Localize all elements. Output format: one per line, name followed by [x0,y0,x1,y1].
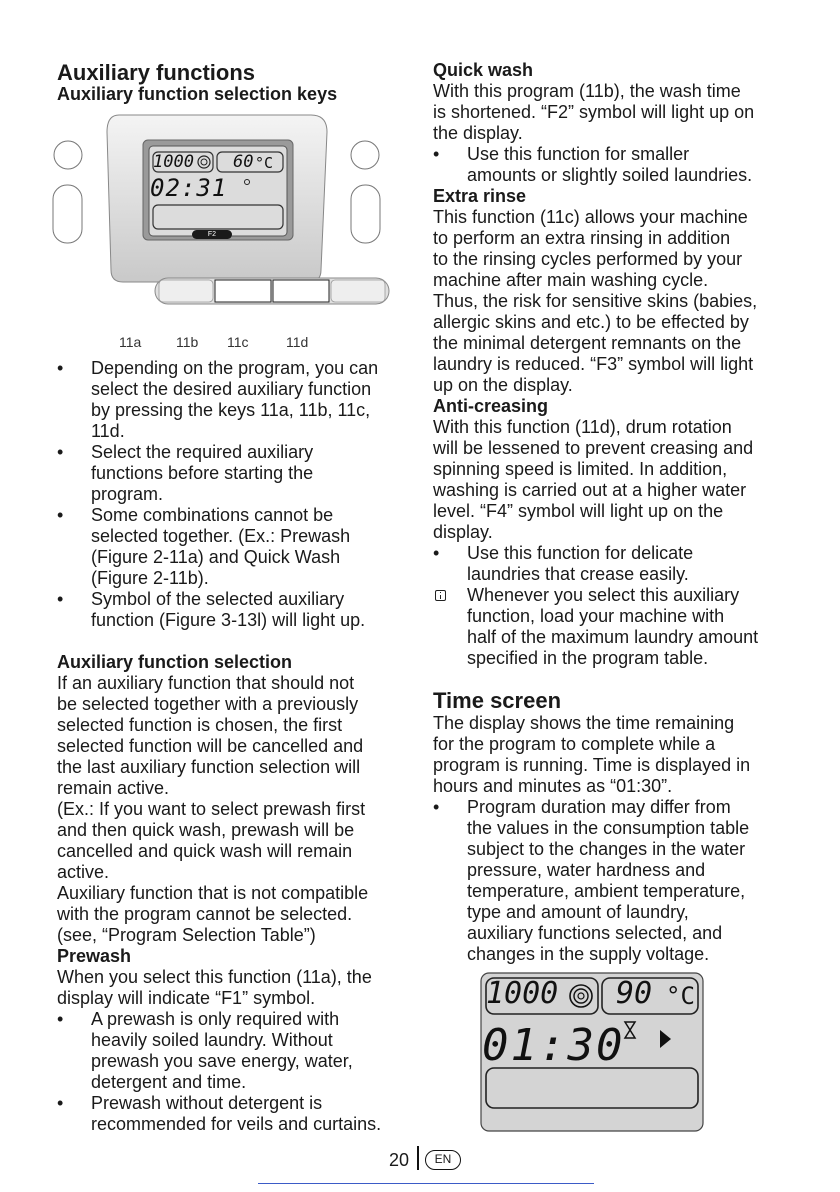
key-11a [159,280,213,302]
paragraph-time-screen: The display shows the time remaining for the program to complete while a program is running. Time is displayed in hours and minutes as “01:30”. [433,713,751,796]
panel-round-button-left [54,141,82,169]
bottom-rule [258,1183,594,1184]
section-subtitle: Auxiliary function selection keys [57,84,338,104]
paragraph-auxiliary-selection: If an auxiliary function that should not be selected together with a previously selected function is chosen, the first selected function will be cancelled and the last auxiliary function selection will remain active. (Ex.: If you want to select prewash first and then quick wash, prewash will be cancelled and quick wash will remain active. Auxiliary function that is not compatible with the program cannot be selected. (see, “Program Selection Table”) [57,673,369,945]
heading-extra-rinse: Extra rinse [433,186,527,206]
lcd-f2-label: F2 [207,231,217,238]
key-label-11c: 11c [227,334,249,350]
panel-oval-button-right [351,185,380,243]
paragraph-anti-creasing: With this function (11d), drum rotation will be lessened to prevent creasing and spinning speed is limited. In addition, washing is carried out at a higher water level. “F4” symbol will light up on the display. [433,417,754,542]
lcd-temp: 60 [233,152,254,172]
key-11c [273,280,329,302]
key-11d [331,280,385,302]
heading-auxiliary-selection: Auxiliary function selection [57,652,293,672]
footer-divider [417,1146,419,1170]
section-title: Auxiliary functions [57,60,256,85]
key-11b [215,280,271,302]
paragraph-quick-wash: With this program (11b), the wash time is shortened. “F2” symbol will light up on the display. [433,81,755,143]
heading-anti-creasing: Anti-creasing [433,396,549,416]
key-label-11d: 11d [286,334,309,350]
language-badge: EN [425,1150,461,1170]
paragraph-extra-rinse: This function (11c) allows your machine to perform an extra rinsing in addition to the rinsing cycles performed by your machine after main washing cycle. Thus, the risk for sensitive skins (babies, allergic skins and etc.) to be effected by the minimal detergent remnants on the laundry is reduced. “F3” symbol will light up on the display. [433,207,758,395]
key-label-11a: 11a [119,334,142,350]
lcd-temp: 90 [616,976,653,1011]
lcd-speed: 1000 [486,976,559,1011]
lcd-temp-unit: °C [666,982,695,1010]
panel-oval-button-left [53,185,82,243]
paragraph-prewash: When you select this function (11a), the display will indicate “F1” symbol. [57,967,372,1008]
info-icon [435,590,446,601]
lcd-time: 02:31 [150,174,228,202]
page-number: 20 [389,1150,410,1170]
panel-round-button-right [351,141,379,169]
heading-time-screen: Time screen [433,688,562,713]
lcd-temp-unit: °C [255,154,274,172]
lcd-speed: 1000 [153,152,194,172]
heading-quick-wash: Quick wash [433,60,534,80]
lcd-time: 01:30 [482,1020,625,1071]
heading-prewash: Prewash [57,946,132,966]
key-label-11b: 11b [176,334,199,350]
